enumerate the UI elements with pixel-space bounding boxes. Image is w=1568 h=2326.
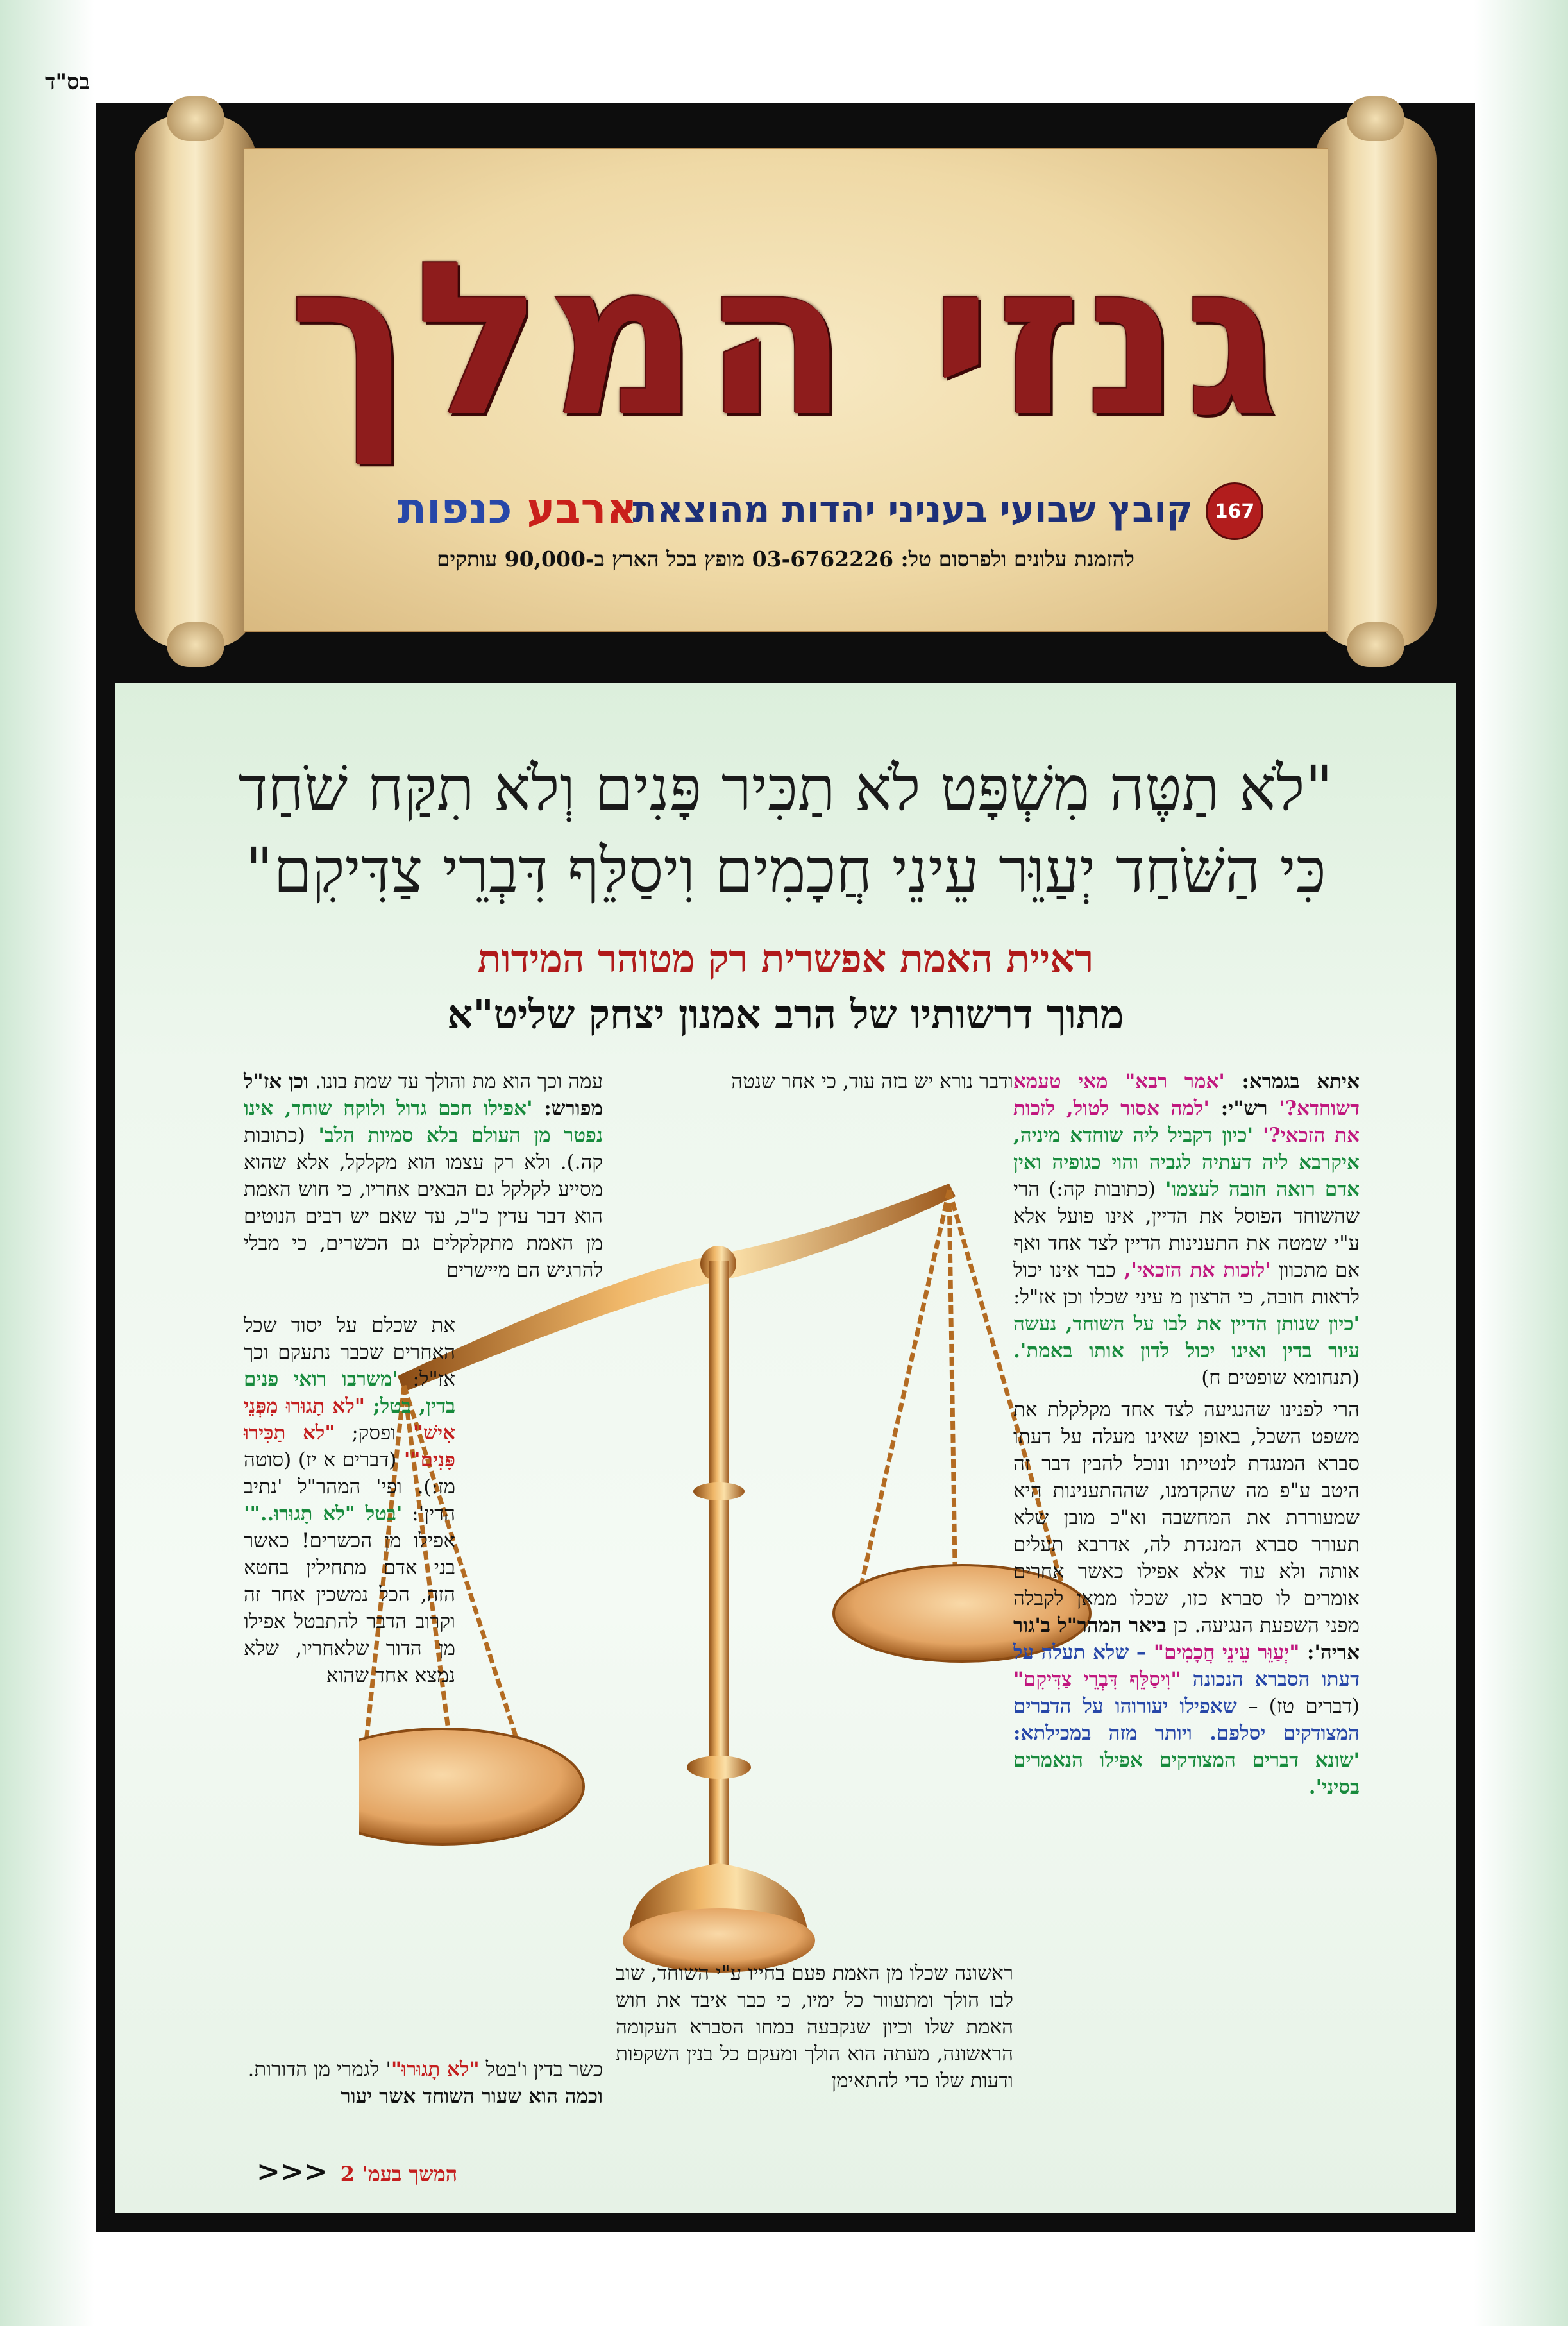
verse-quote: "לֹא תַטֶּה מִשְׁפָּט לֹא תַכִּיר פָּנִים וְלֹא תִקַּח שֹׁחַד כִּי הַשֹּׁחַד יְעַוֵּר עֵינֵי חֲכָמִים וִיסַלֵּף דִּבְרֵי צַדִּיקִם": [238, 752, 1333, 906]
text-run: 'בטל "לא תָגוּרוּ.."': [244, 1502, 403, 1525]
article-column-left-narrow: [244, 1312, 455, 1689]
text-run: ביאר המהר"ל ב'גור אריה':: [1013, 1614, 1360, 1664]
text-run: הרי לפנינו שהנגיעה לצד אחד מקלקלת את משפט השכל, באופן שאינו מעלה על דעתו סברא המנגדת לנטייתו ונוכל להבין דבר זה היטב ע"פ מה שהקדמנו, שההתענינות היא שמעוררת את המחשבה וא"כ מובן שלא תעורר סברא המנגדת לה, אדרבא תעלים אותה ולא עוד אלא אפילו כאשר אחרים אומרים לו סברא כזו, שכלו ממאן לקבלה מפני השפעת הנגיעה. כן: [1013, 1398, 1360, 1637]
paragraph-1: [1013, 1068, 1360, 1391]
text-run: (כתובות קה:) הרי שהשוחד הפוסל את הדיין, אינו פועל אלא ע"י שמטה את התענינות הדיין לצד אחד ואף אם מתכוון: [1013, 1178, 1360, 1282]
masthead: [96, 103, 1475, 680]
tagline: קובץ שבועי בעניני יהדות מהוצאת: [632, 489, 1193, 531]
text-run: "לא תָגוּרוּ מִפְּנֵי אִישׁ": [244, 1395, 455, 1445]
text-run: ופסק;: [335, 1422, 396, 1445]
article-panel: [115, 683, 1456, 2213]
text-run: וכן אז"ל מפורש:: [244, 1070, 603, 1120]
text-run: "לא תָגוּרוּ": [391, 2058, 480, 2081]
text-run: 'אמר רבא" מאי טעמא דשוחדא?': [1013, 1070, 1360, 1120]
text-run: 'לזכות את הזכאי',: [1115, 1259, 1271, 1282]
text-run: 'שונא דברים המצודקים אפילו הנאמרים בסיני'.: [1013, 1749, 1360, 1799]
article-subtitle: ראיית האמת אפשרית רק מטוהר המידות: [477, 937, 1094, 981]
text-run: איתא בגמרא:: [1224, 1070, 1360, 1093]
publisher-logo: ארבע כנפות: [398, 484, 637, 533]
text-run: (כתובות קה.). ולא רק עצמו הוא מקלקל, אלא שהוא מסייע לקלקל גם הבאים אחריו, כי חוש האמת הוא דבר עדין כ"כ, עד שאם יש רבים הנוטים מן האמת מתקלקלים גם הכשרים, כי מבלי להרגיש הם מיישרים: [244, 1124, 603, 1282]
contact-line: להזמנת עלונים ולפרסום טל: 03-6762226 מופץ בכל הארץ ב-90,000 עותקים: [437, 547, 1134, 572]
text-run: עמה וכך הוא מת והולך עד שמת בונו.: [308, 1070, 603, 1093]
article-column-right: [1013, 1068, 1360, 1801]
masthead-title: גנזי המלך: [288, 217, 1283, 463]
text-run: (דברים טז) –: [1236, 1695, 1360, 1718]
text-run: אפילו מן הכשרים! כאשר בני אדם מתחילין בחטא הזה, הכל נמשכין אחר זה וקרוב הדבר להתבטל אפילו מן הדור שלאחריו, שלא נמצא אחד שהוא: [244, 1529, 455, 1687]
text-run: כשר בדין ו'בטל: [479, 2058, 603, 2081]
text-run: (דברים א יז) (סוטה מז:). ופי' המהר"ל 'נתיב הדין':: [244, 1448, 455, 1525]
text-run: "יְעַוֵּר עֵינֵי חֲכָמִים": [1146, 1641, 1300, 1664]
article-column-middle-bottom: ראשונה שכלו מן האמת פעם בחייו ע"י השוחד, שוב לבו הולך ומתעוור כל ימיו, כי כבר איבד את חוש האמת שלו וכיון שנקבעה במחו הסברא העקומה הראשונה, מעתה הוא הולך ומעקם כל בנין השקפות ודעות שלו כדי להתאימן: [616, 1962, 1013, 2093]
page-frame: [96, 103, 1475, 2232]
article-column-middle-top: ודבר נורא יש בזה עוד, כי אחר שנטה: [731, 1070, 1013, 1093]
text-run: שאפילו יעורוהו על הדברים המצודקים יסלפם. ויותר מזה במכילתא:: [1013, 1695, 1360, 1745]
text-run: כבר אינו יכול לראות חובה, כי הרצון מ עיני שכלו וכן אז"ל:: [1013, 1259, 1360, 1309]
issue-number-badge: 167: [1206, 482, 1263, 540]
article-byline: מתוך דרשותיו של הרב אמנון יצחק שליט"א: [447, 991, 1124, 1038]
text-run: רש"י:: [1209, 1097, 1268, 1120]
text-run: 'כיון שנותן הדיין את לבו על השוחד, נעשה עיור בדין ואינו יכול לדון אותו באמת'.: [1013, 1312, 1360, 1362]
text-run: 'כיון דקביל ליה שוחדא מיניה, איקרבא ליה דעתיה לגביה והוי כגופיה ואין אדם רואה חובה לעצמו': [1013, 1124, 1360, 1201]
continued-note: המשך בעמ' 2<<<: [257, 2155, 458, 2188]
text-run: "וִיסַלֵּף דִּבְרֵי צַדִּיקִם": [1013, 1668, 1181, 1691]
text-run: את שכלם על יסוד שכל האחרים שכבר נתעקם וכך אז"ל:: [244, 1314, 455, 1391]
text-run: ' לגמרי מן הדורות.: [248, 2058, 391, 2081]
text-run: 'אפילו חכם גדול ולוקח שוחד, אינו נפטר מן העולם בלא סמיות הלב': [244, 1097, 603, 1147]
continue-arrows-icon: <<<: [257, 2155, 328, 2188]
text-run: 'למה אסור לטול, לזכות את הזכאי?': [1013, 1097, 1360, 1147]
text-run: 'משרבו רואי פנים בדין, בטל;: [244, 1368, 455, 1418]
text-run: – שלא תעלה על דעתו הסברא הנכונה: [1013, 1641, 1360, 1691]
article-column-left-top: [244, 1068, 603, 1284]
corner-mark: בס"ד: [45, 69, 90, 95]
paragraph-2: [1013, 1396, 1360, 1801]
text-run: "לא תַכִּירוּ פָּנִים"': [244, 1422, 455, 1472]
article-column-left-bottom: כשר בדין ו'בטל "לא תָגוּרוּ"' לגמרי מן הדורות. וכמה הוא שעור השוחד אשר יעור: [248, 2058, 603, 2108]
text-run: (תנחומא שופטים ח): [1201, 1366, 1360, 1389]
